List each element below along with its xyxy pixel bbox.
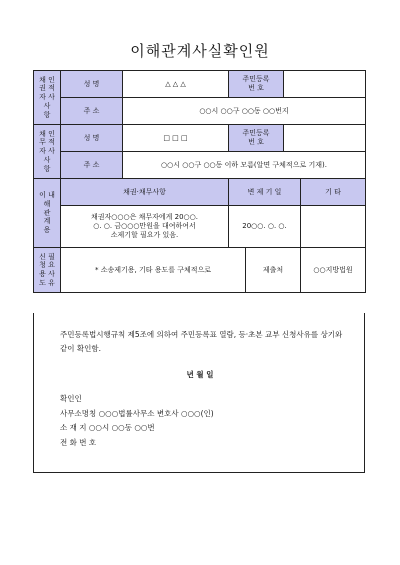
section-label-line: 자 사 (39, 147, 55, 156)
debt-value: 채권자○○○은 채무자에게 20○○. ○. ○. 금○○○만원을 대여하여서 소제기할 필요가 있음. (61, 206, 229, 248)
etc-column-header: 기 타 (301, 179, 366, 206)
creditor-name-label: 성 명 (61, 71, 123, 98)
application-form-table (33, 70, 366, 293)
purpose-section-label (34, 248, 61, 293)
creditor-address-label: 주 소 (61, 98, 123, 125)
section-label-line: 계 (43, 217, 51, 226)
debtor-address-label: 주 소 (61, 152, 123, 179)
section-label-line: 청 요 (39, 261, 55, 270)
section-label-line: 해 (43, 199, 51, 208)
section-label-line: 권 적 (39, 84, 55, 93)
etc-value (301, 206, 366, 248)
section-label-line: 채 인 (39, 129, 55, 138)
section-label-line: 용 사 (39, 270, 55, 278)
creditor-id-label: 주민등록 번 호 (229, 71, 284, 98)
submit-to-label: 제출처 (246, 248, 301, 293)
creditor-name-value: △ △ △ (123, 71, 229, 98)
debtor-id-value (284, 125, 366, 152)
section-label-line: 신 필 (39, 252, 55, 261)
section-label-line: 도 유 (39, 278, 55, 287)
due-date-value: 20○○. ○. ○. (229, 206, 301, 248)
phone-line: 전 화 번 호 (60, 437, 97, 447)
section-label-line: 이 내 (39, 191, 55, 200)
section-label-line: 무 적 (39, 138, 55, 147)
section-label-line: 사 (43, 155, 51, 164)
section-label-line: 항 (43, 164, 51, 173)
debtor-name-value: □ □ □ (123, 125, 229, 152)
statement-date: 년 월 일 (186, 370, 214, 379)
office-name-line: 사무소명칭 ○○○법률사무소 변호사 ○○○(인) (60, 408, 214, 418)
confirmer-block (60, 392, 214, 450)
creditor-address-value: ○○시 ○○구 ○○동 ○○번지 (123, 98, 366, 125)
submit-to-value: ○○지방법원 (301, 248, 366, 293)
section-label-line: 관 (43, 208, 51, 217)
due-date-column-header: 변 제 기 일 (229, 179, 301, 206)
location-line: 소 재 지 ○○시 ○○동 ○○번 (60, 423, 155, 432)
section-label-line: 자 사 (39, 93, 55, 102)
document-title: 이해관계사실확인원 (130, 42, 270, 60)
debtor-address-value: ○○시 ○○구 ○○동 이하 모름(알면 구체적으로 기재). (123, 152, 366, 179)
creditor-id-value (284, 71, 366, 98)
section-label-line: 항 (43, 110, 51, 119)
section-label-line: 용 (43, 226, 51, 235)
debtor-section-label (34, 125, 61, 179)
confirmer-label: 확인인 (60, 394, 82, 403)
debtor-id-label: 주민등록 번 호 (229, 125, 284, 152)
creditor-section-label (34, 71, 61, 125)
relation-section-label (34, 179, 61, 248)
section-label-line: 채 인 (39, 75, 55, 84)
section-label-line: 사 (43, 101, 51, 110)
debtor-name-label: 성 명 (61, 125, 123, 152)
statement-paragraph: 주민등록법시행규칙 제5조에 의하여 주민등록표 열람, 등·초본 교부 신청사유를 상기와 같이 확인함. (60, 330, 343, 353)
confirmation-statement-box (33, 313, 365, 473)
purpose-value: * 소송제기용, 기타 용도를 구체적으로 (61, 248, 246, 293)
debt-column-header: 채권·채무사항 (61, 179, 229, 206)
